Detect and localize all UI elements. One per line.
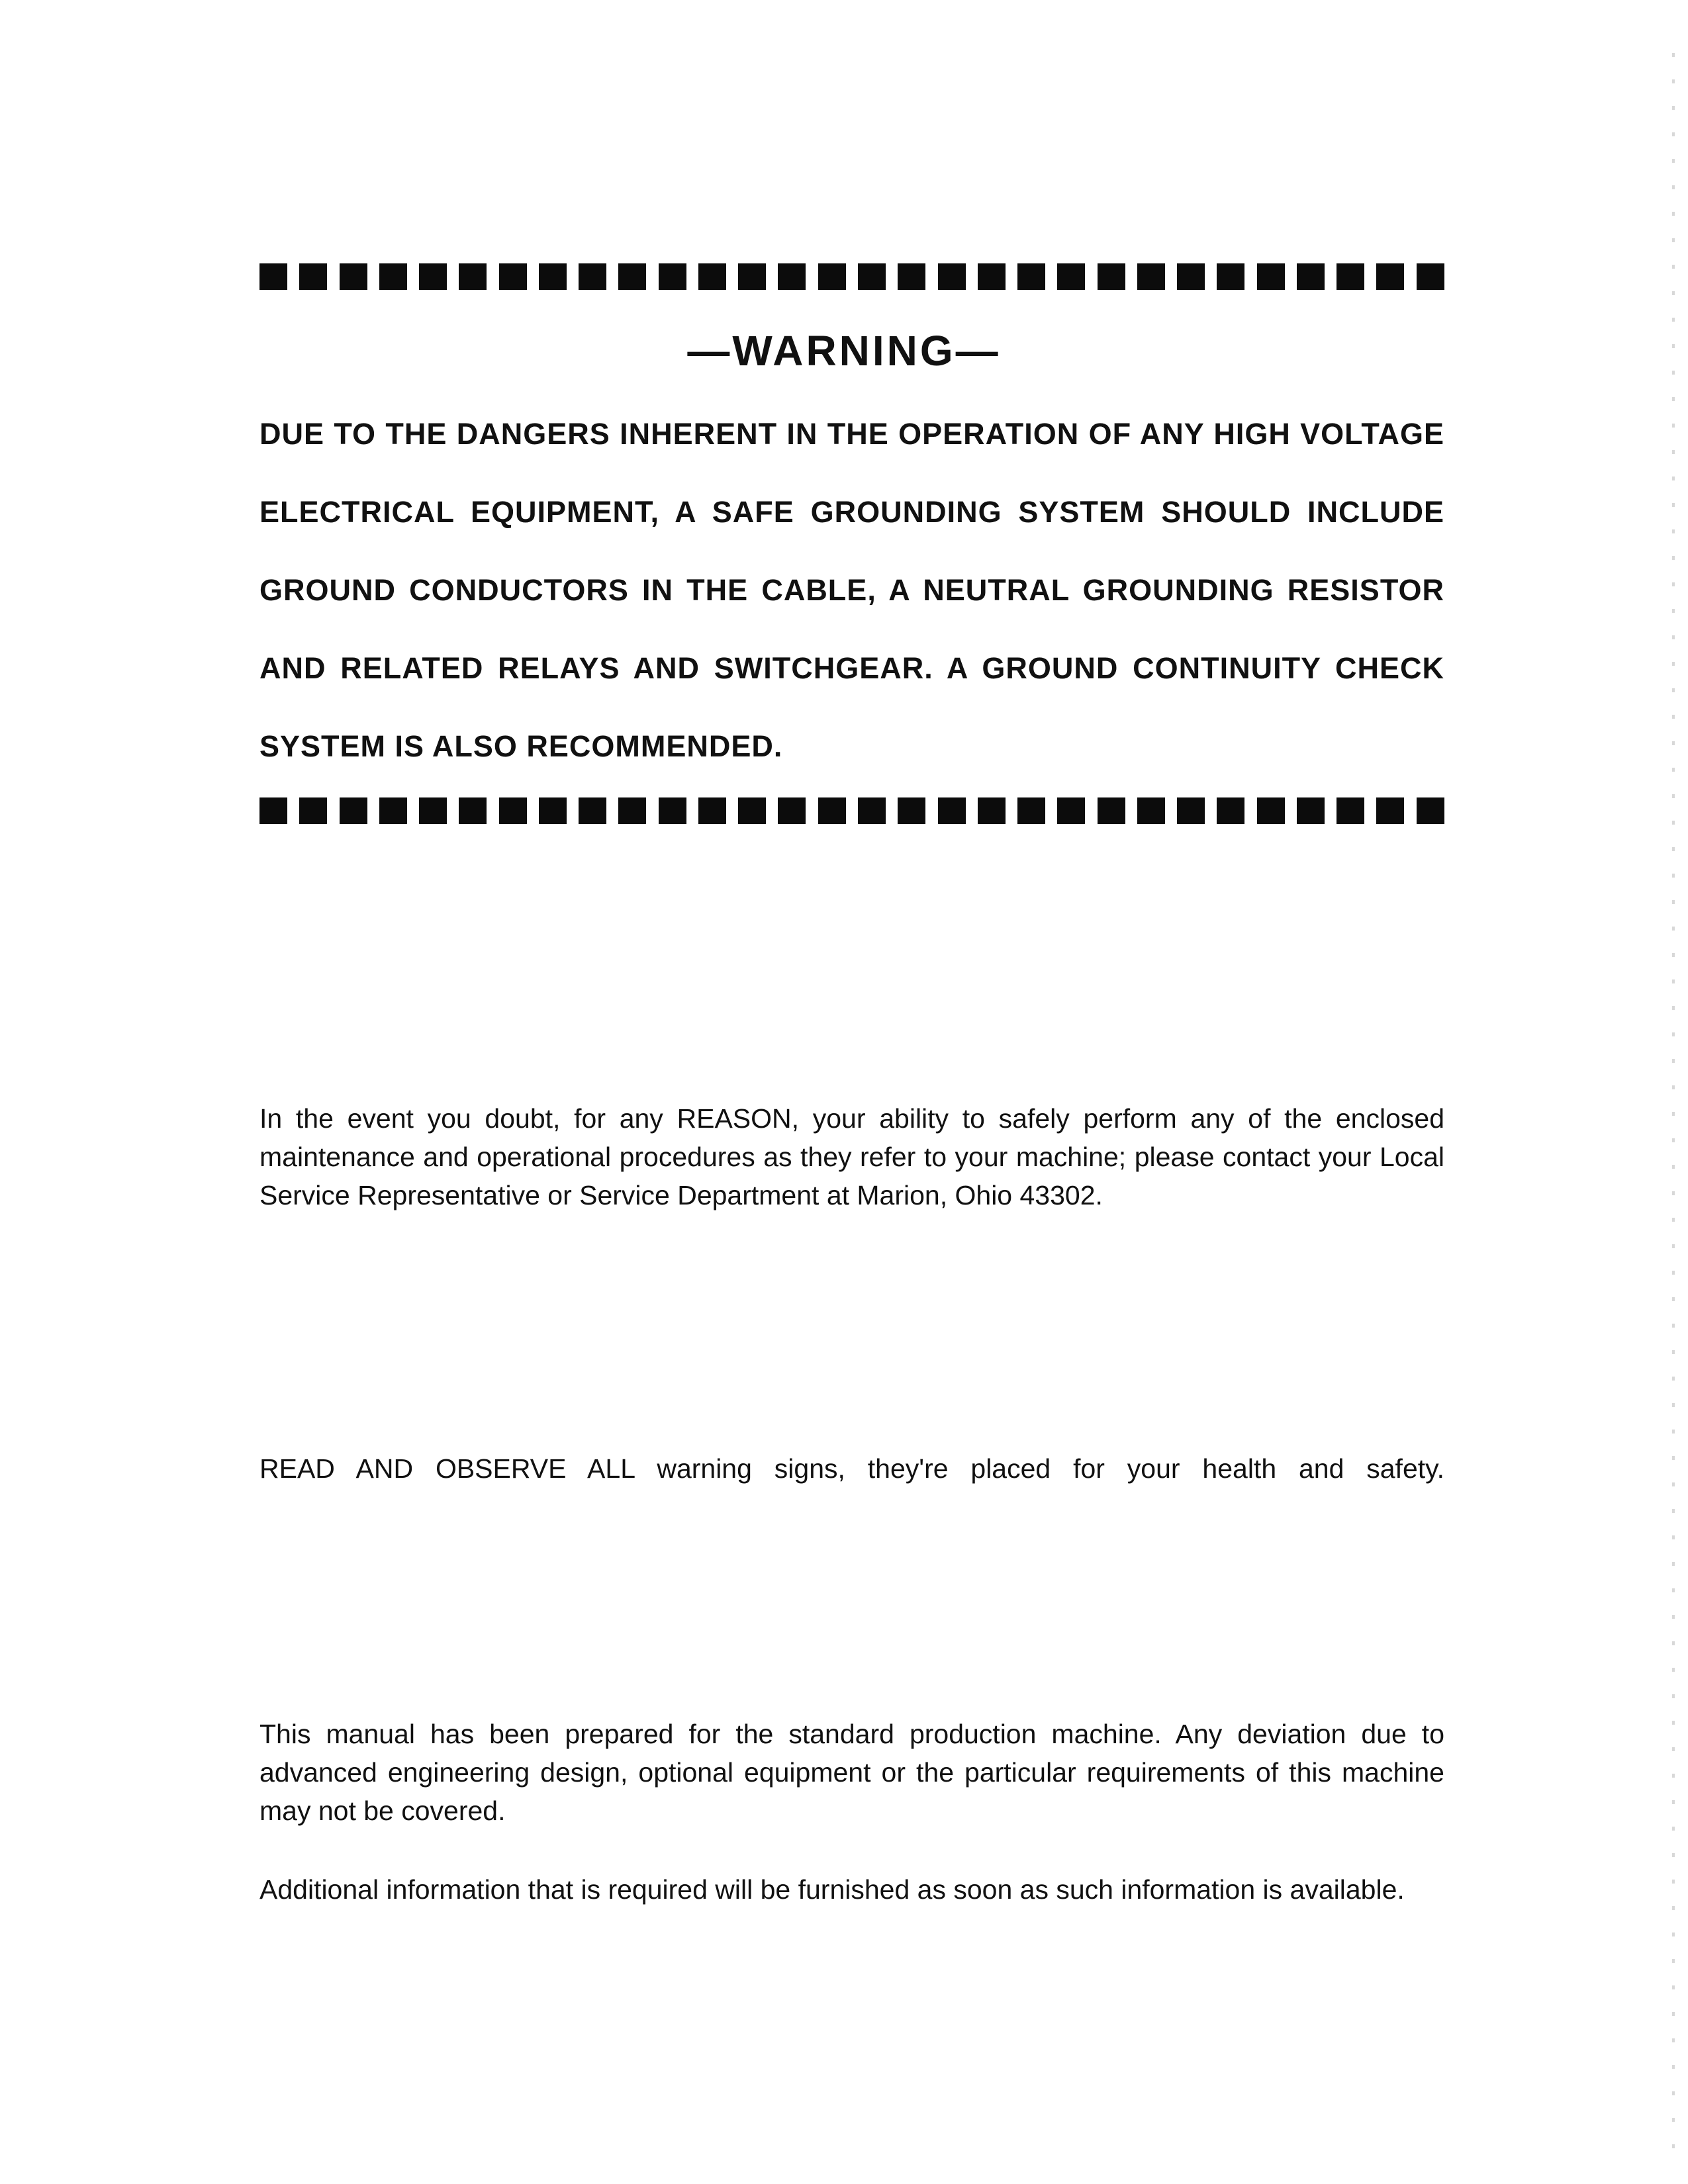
border-square [978,263,1006,290]
border-square [539,797,567,824]
border-square [499,797,527,824]
additional-info-paragraph: Additional information that is required will be furnished as soon as such information is available. [259,1874,1405,1905]
border-square [858,263,886,290]
border-square [898,797,925,824]
border-square [1057,797,1085,824]
border-square [698,797,726,824]
warning-line: AND RELATED RELAYS AND SWITCHGEAR. A GROUND CONTINUITY CHECK [259,651,1444,685]
border-square [379,263,407,290]
border-square [938,263,966,290]
border-square [499,263,527,290]
border-square [579,797,606,824]
border-square [419,263,447,290]
border-square [459,797,487,824]
border-square [698,263,726,290]
border-square [1417,797,1444,824]
border-square [1336,263,1364,290]
warning-line: ELECTRICAL EQUIPMENT, A SAFE GROUNDING SYSTEM SHOULD INCLUDE [259,495,1444,529]
border-square [579,263,606,290]
border-square [1057,263,1085,290]
manual-scope-paragraph: This manual has been prepared for the standard production machine. Any deviation due to advanced engineering design, optional equipment or the particular requirements of this machine may not be covered. [259,1719,1444,1826]
service-contact-paragraph: In the event you doubt, for any REASON, your ability to safely perform any of the enclosed maintenance and operational procedures as they refer to your machine; please contact your Local Service Representative or Service Department at Marion, Ohio 43302. [259,1103,1444,1210]
border-square [858,797,886,824]
border-square [618,797,646,824]
warning-line: GROUND CONDUCTORS IN THE CABLE, A NEUTRAL GROUNDING RESISTOR [259,573,1444,607]
border-square [1017,797,1045,824]
border-square [978,797,1006,824]
warning-signs-paragraph: READ AND OBSERVE ALL warning signs, they're placed for your health and safety. [259,1453,1444,1484]
border-square [898,263,925,290]
border-square [1257,797,1285,824]
border-square [340,797,367,824]
border-square [1257,263,1285,290]
warning-line: DUE TO THE DANGERS INHERENT IN THE OPERATION OF ANY HIGH VOLTAGE [259,417,1444,451]
border-square [1217,263,1244,290]
border-square [818,263,846,290]
border-square [938,797,966,824]
border-square [778,263,806,290]
scan-edge-artifact [1672,53,1675,2158]
border-square [818,797,846,824]
border-square [1297,263,1325,290]
border-square [1137,263,1165,290]
border-square [1098,263,1125,290]
border-square [618,263,646,290]
border-square [419,797,447,824]
border-square [340,263,367,290]
border-square [379,797,407,824]
border-square [259,797,287,824]
border-square [1217,797,1244,824]
border-square [299,263,327,290]
border-square [659,263,686,290]
warning-title: —WARNING— [687,327,1001,375]
border-square [1177,263,1205,290]
border-square [659,797,686,824]
border-square [259,263,287,290]
border-square [738,797,766,824]
border-square [539,263,567,290]
border-square [1336,797,1364,824]
border-square [738,263,766,290]
border-square [1297,797,1325,824]
border-square [299,797,327,824]
border-square [1376,263,1404,290]
warning-line: SYSTEM IS ALSO RECOMMENDED. [259,729,783,763]
border-square [459,263,487,290]
warning-border-bottom [259,797,1444,824]
border-square [1417,263,1444,290]
border-square [1137,797,1165,824]
border-square [778,797,806,824]
border-square [1098,797,1125,824]
warning-border-top [259,263,1444,290]
border-square [1376,797,1404,824]
border-square [1017,263,1045,290]
border-square [1177,797,1205,824]
